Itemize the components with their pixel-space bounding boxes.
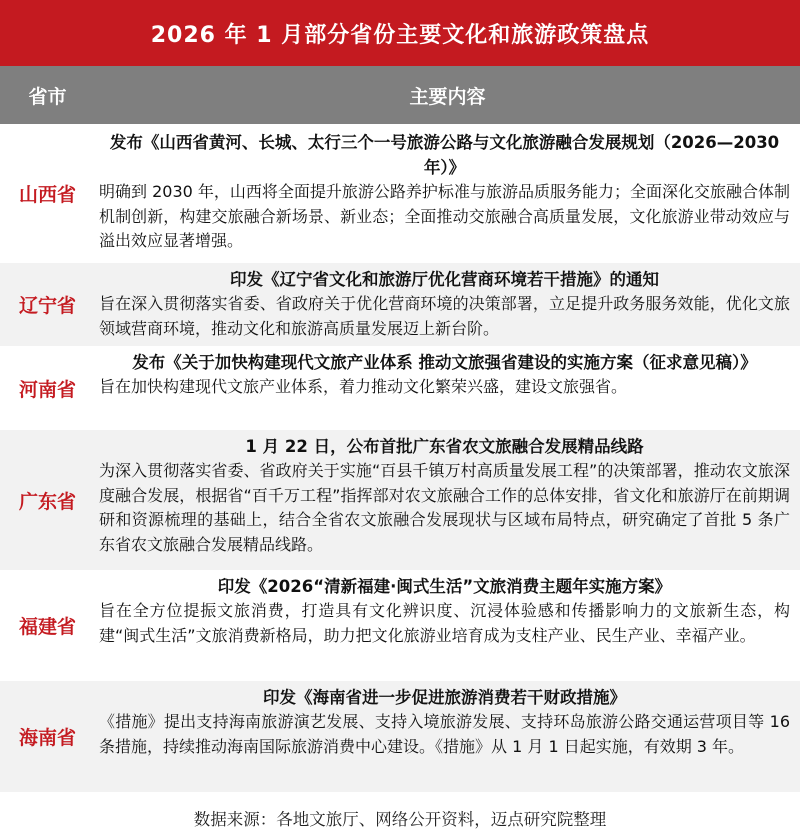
policy-body: 旨在加快构建现代文旅产业体系，着力推动文化繁荣兴盛，建设文旅强省。 [99,377,628,396]
data-source-note: 数据来源：各地文旅厅、网络公开资料，迈点研究院整理 [193,810,607,829]
policy-headline: 1 月 22 日，公布首批广东省农文旅融合发展精品线路 [245,437,644,456]
policy-body: 《措施》提出支持海南旅游演艺发展、支持入境旅游发展、支持环岛旅游公路交通运营项目等 16 条措施，持续推动海南国际旅游消费中心建设。《措施》从 1 月 1 日起实施，有效期 3 年。 [99,712,790,756]
content-cell [95,124,800,263]
content-cell [95,430,800,570]
province-cell: 广东省 [18,490,76,513]
province-cell: 海南省 [18,727,76,749]
policy-headline: 印发《2026“清新福建·闽式生活”文旅消费主题年实施方案》 [217,577,672,596]
table-row [0,346,800,430]
table-header [0,66,800,124]
policy-body: 明确到 2030 年，山西将全面提升旅游公路养护标准与旅游品质服务能力；全面深化交旅融合体制机制创新，构建交旅融合新场景、新业态；全面推动交旅融合高质量发展，文化旅游业带动效应与溢出效应显著增强。 [99,182,790,250]
content-cell [95,263,800,346]
province-cell: 辽宁省 [18,295,76,317]
header-province: 省市 [28,85,67,108]
policy-headline: 印发《海南省进一步促进旅游消费若干财政措施》 [263,688,626,707]
province-cell: 河南省 [18,378,76,401]
province-cell: 山西省 [18,184,76,206]
content-cell [95,346,800,430]
policy-headline: 印发《辽宁省文化和旅游厅优化营商环境若干措施》的通知 [230,270,659,289]
policy-body: 为深入贯彻落实省委、省政府关于实施“百县千镇万村高质量发展工程”的决策部署，推动农文旅深度融合发展，根据省“百千万工程”指挥部对农文旅融合工作的总体安排，省文化和旅游厅在前期调研和资源梳理的基础上，结合全省农文旅融合发展现状与区域布局特点，研究确定了首批 5 条广东省农文旅融合发展精品线路。 [99,461,790,554]
table-row [0,681,800,792]
province-cell: 福建省 [18,616,76,638]
table-row [0,570,800,681]
policy-headline: 发布《山西省黄河、长城、太行三个一号旅游公路与文化旅游融合发展规划（2026—2030 年）》 [109,133,780,177]
page-title: 2026 年 1 月部分省份主要文化和旅游政策盘点 [0,0,800,66]
policy-body: 旨在深入贯彻落实省委、省政府关于优化营商环境的决策部署，立足提升政务服务效能，优化文旅领域营商环境，推动文化和旅游高质量发展迈上新台阶。 [99,294,790,338]
content-cell [95,681,800,792]
policy-body: 旨在全方位提振文旅消费，打造具有文化辨识度、沉浸体验感和传播影响力的文旅新生态，构建“闽式生活”文旅消费新格局，助力把文化旅游业培育成为支柱产业、民生产业、幸福产业。 [99,601,790,645]
table-row [0,124,800,263]
header-content: 主要内容 [409,85,486,108]
policy-headline: 发布《关于加快构建现代文旅产业体系 推动文旅强省建设的实施方案（征求意见稿）》 [132,353,757,372]
table-row [0,430,800,570]
content-cell [95,570,800,681]
table-row [0,263,800,346]
